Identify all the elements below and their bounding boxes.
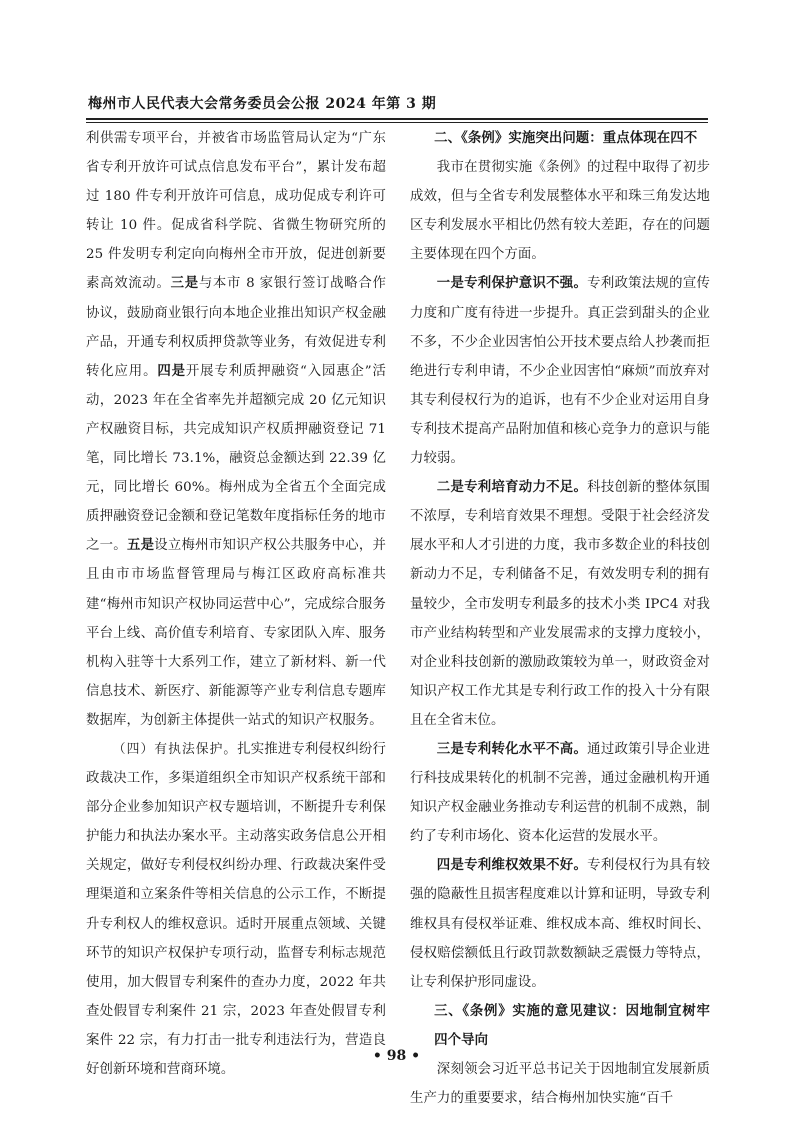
left-column — [86, 124, 386, 1084]
right-column — [410, 124, 710, 1113]
issue-2-text: 科技创新的整体氛围不浓厚，专利培育效果不理想。受限于社会经济发展水平和人才引进的力度，我市多数企业的科技创新动力不足，专利储备不足，有效发明专利的拥有量较少，全市发明专利最多的技术小类 IPC4 对我市产业结构转型和产业发展需求的支撑力度较小，对企业科技创新的激励政策较为单一，财政资金对知识产权工作尤其是专利行政工作的投入十分有限且在全省末位。 — [410, 480, 710, 728]
header-rule-thin — [86, 122, 708, 123]
header-rule-thick — [86, 118, 708, 120]
section3-heading: 三、《条例》实施的意见建议：因地制宜树牢四个导向 — [434, 1002, 710, 1048]
text-service-center: 设立梅州市知识产权公共服务中心，并且由市市场监督管理局与梅江区政府高标准共建“梅州市知识产权协同运营中心”，完成综合服务平台上线、高价值专利培育、专家团队入库、服务机构入驻等十大系列工作，建立了新材料、新一代信息技术、新医疗、新能源等产业专利信息专题库数据库，为创新主体提供一站式的知识产权服务。 — [86, 538, 387, 728]
text-bank: 与本市 8 家银行签订战略合作协议，鼓励商业银行向本地企业推出知识产权金融产品，开通专利权质押贷款等业务，有效促进专利转化应用。 — [86, 276, 386, 379]
paragraph-platform — [86, 124, 386, 735]
subheading-enforcement: （四）有执法保护。 — [112, 741, 238, 757]
page-number: • 98 • — [372, 1048, 421, 1064]
issue-3-text: 通过政策引导企业进行科技成果转化的机制不完善，通过金融机构开通知识产权金融业务推动专利运营的机制不成熟，制约了专利市场化、资本化运营的发展水平。 — [410, 741, 710, 845]
issue-2 — [410, 473, 710, 735]
paragraph-enforcement — [86, 735, 386, 1084]
text-enforcement: 扎实推进专利侵权纠纷行政裁决工作，多渠道组织全市知识产权系统干部和部分企业参加知识产权专题培训，不断提升专利保护能力和执法办案水平。主动落实政务信息公开相关规定，做好专利侵权纠纷办理、行政裁决案件受理渠道和立案条件等相关信息的公示工作，不断提升专利权人的维权意识。适时开展重点领域、关键环节的知识产权保护专项行动，监督专利标志规范使用，加大假冒专利案件的查办力度，2022 年共查处假冒专利案件 21 宗，2023 年查处假冒专利案件 22 宗，有力打击一批专利违法行为，营造良好创新环境和营商环境。 — [86, 741, 386, 1077]
label-fourth: 四是 — [157, 362, 186, 379]
section2-intro: 我市在贯彻实施《条例》的过程中取得了初步成效，但与全省专利发展整体水平和珠三角发达地区专利发展水平相比仍然有较大差距，存在的问题主要体现在四个方面。 — [410, 160, 710, 263]
section3-intro: 深刻领会习近平总书记关于因地制宜发展新质生产力的重要要求，结合梅州加快实施“百千 — [410, 1062, 710, 1107]
issue-4-text: 专利侵权行为具有较强的隐蔽性且损害程度难以计算和证明，导致专利维权具有侵权举证难、维权成本高、维权时间长、侵权赔偿额低且行政罚款数额缺乏震慑力等特点，让专利保护形同虚设。 — [410, 858, 710, 990]
issue-3 — [410, 735, 710, 851]
label-fifth: 五是 — [126, 537, 155, 554]
issue-2-title: 二是专利培育动力不足。 — [436, 479, 588, 496]
issue-3-title: 三是专利转化水平不高。 — [436, 740, 588, 757]
label-third: 三是 — [170, 275, 199, 292]
issue-1 — [410, 269, 710, 473]
text-platform: 利供需专项平台，并被省市场监管局认定为“广东省专利开放许可试点信息发布平台”，累计发布超过 180 件专利开放许可信息，成功促成专利许可转让 10 件。促成省科学院、省微生物研究所的 25 件发明专利定向向梅州全市开放，促进创新要素高效流动。 — [86, 131, 386, 292]
journal-header: 梅州市人民代表大会常务委员会公报 2024 年第 3 期 — [88, 96, 437, 112]
issue-1-title: 一是专利保护意识不强。 — [436, 275, 588, 292]
issue-1-text: 专利政策法规的宣传力度和广度有待进一步提升。真正尝到甜头的企业不多，不少企业因害怕公开技术要点给人抄袭而拒绝进行专利申请，不少企业因害怕“麻烦”而放弃对其专利侵权行为的追诉，也有不少企业对运用自身专利技术提高产品附加值和核心竞争力的意识与能力较弱。 — [410, 276, 710, 467]
section2-heading: 二、《条例》实施突出问题：重点体现在四不 — [434, 130, 698, 146]
issue-4-title: 四是专利维权效果不好。 — [436, 857, 588, 874]
text-pledge: 开展专利质押融资“入园惠企”活动，2023 年在全省率先并超额完成 20 亿元知识产权融资目标，共完成知识产权质押融资登记 71 笔，同比增长 73.1%，融资总金额达到 22.39 亿元，同比增长 60%。梅州成为全省五个全面完成质押融资登记金额和登记笔数年度指标任务的地市之一。 — [86, 363, 387, 554]
issue-4 — [410, 851, 710, 996]
